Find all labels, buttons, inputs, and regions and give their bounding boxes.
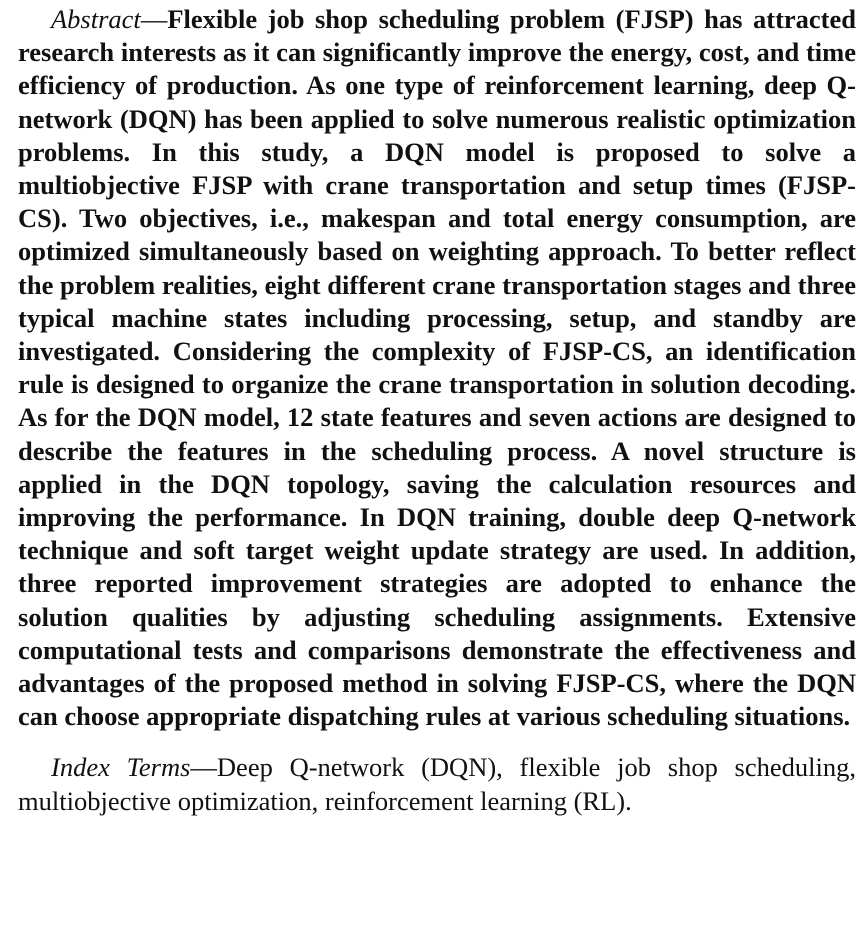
index-terms-paragraph bbox=[18, 751, 856, 817]
index-terms-text: Deep Q-network (DQN), flexible job shop scheduling, multiobjective optimization, reinforcement learning (RL). bbox=[18, 752, 856, 816]
index-terms-separator: — bbox=[190, 752, 217, 783]
paper-abstract-section bbox=[18, 3, 856, 818]
abstract-separator: — bbox=[140, 4, 168, 34]
abstract-text: Flexible job shop scheduling problem (FJSP) has attracted research interests as it can significantly improve the energy, cost, and time efficiency of production. As one type of reinforcement learning, deep Q-network (DQN) has been applied to solve numerous realistic optimization problems. In this study, a DQN model is proposed to solve a multiobjective FJSP with crane transportation and setup times (FJSP-CS). Two objectives, i.e., makespan and total energy consumption, are optimized simultaneously based on weighting approach. To better reflect the problem realities, eight different crane transportation stages and three typical machine states including processing, setup, and standby are investigated. Considering the complexity of FJSP-CS, an identification rule is designed to organize the crane transportation in solution decoding. As for the DQN model, 12 state features and seven actions are designed to describe the features in the scheduling process. A novel structure is applied in the DQN topology, saving the calculation resources and improving the performance. In DQN training, double deep Q-network technique and soft target weight update strategy are used. In addition, three reported improvement strategies are adopted to enhance the solution qualities by adjusting scheduling assignments. Extensive computational tests and comparisons demonstrate the effectiveness and advantages of the proposed method in solving FJSP-CS, where the DQN can choose appropriate dispatching rules at various scheduling situations. bbox=[18, 4, 856, 732]
index-terms-label: Index Terms bbox=[51, 752, 191, 783]
abstract-paragraph bbox=[18, 3, 856, 733]
abstract-label: Abstract bbox=[51, 4, 141, 34]
